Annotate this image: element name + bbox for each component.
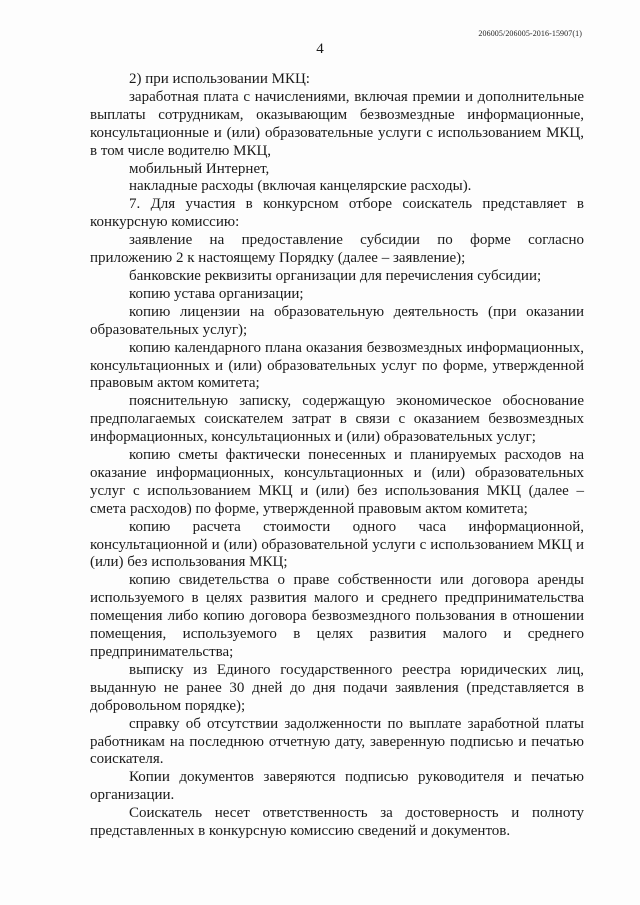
paragraph: заработная плата с начислениями, включая премии и дополнительные выплаты сотрудникам, оказывающим безвозмездные информационные, консультационные и (или) образовательные услуги с использованием МКЦ, в том числе водителю МКЦ, [90,88,584,159]
paragraph: копию сметы фактически понесенных и планируемых расходов на оказание информационных, консультационных и (или) образовательных услуг с использованием МКЦ и (или) без использования МКЦ (далее – смета расходов) по форме, утвержденной правовым актом комитета; [90,447,584,517]
paragraph: копию лицензии на образовательную деятельность (при оказании образовательных услуг); [90,303,584,338]
paragraph: накладные расходы (включая канцелярские расходы). [129,178,472,195]
document-body [90,71,584,841]
document-id: 206005/206005-2016-15907(1) [478,29,582,38]
paragraph: копию устава организации; [129,285,304,302]
paragraph: Копии документов заверяются подписью руководителя и печатью организации. [90,769,584,804]
paragraph: 2) при использовании МКЦ: [129,71,310,87]
paragraph: пояснительную записку, содержащую экономическое обоснование предполагаемых соискателем затрат в связи с оказанием безвозмездных информационных, консультационных и (или) образовательных услуг; [90,393,584,446]
paragraph: 7. Для участия в конкурсном отборе соискатель представляет в конкурсную комиссию: [90,196,584,231]
paragraph: копию календарного плана оказания безвозмездных информационных, консультационных и (или) образовательных услуг по форме, утвержденной правовым актом комитета; [90,339,584,392]
paragraph: банковские реквизиты организации для перечисления субсидии; [129,267,542,284]
paragraph: копию расчета стоимости одного часа информационной, консультационной и (или) образовательной услуги с использованием МКЦ и (или) без использования МКЦ; [90,518,584,571]
paragraph: выписку из Единого государственного реестра юридических лиц, выданную не ранее 30 дней до дня подачи заявления (представляется в добровольном порядке); [90,661,584,714]
paragraph: мобильный Интернет, [129,160,270,177]
paragraph: Соискатель несет ответственность за достоверность и полноту представленных в конкурсную комиссию сведений и документов. [90,805,584,840]
paragraph: копию свидетельства о праве собственности или договора аренды используемого в целях развития малого и среднего предпринимательства помещения либо копию договора безвозмездного пользования в отношении помещения, используемого в целях развития малого и среднего предпринимательства; [90,572,584,660]
paragraph: заявление на предоставление субсидии по форме согласно приложению 2 к настоящему Порядку (далее – заявление); [90,232,584,267]
page-number: 4 [316,41,324,57]
paragraph: справку об отсутствии задолженности по выплате заработной платы работникам на последнюю отчетную дату, заверенную подписью и печатью соискателя. [90,715,584,768]
